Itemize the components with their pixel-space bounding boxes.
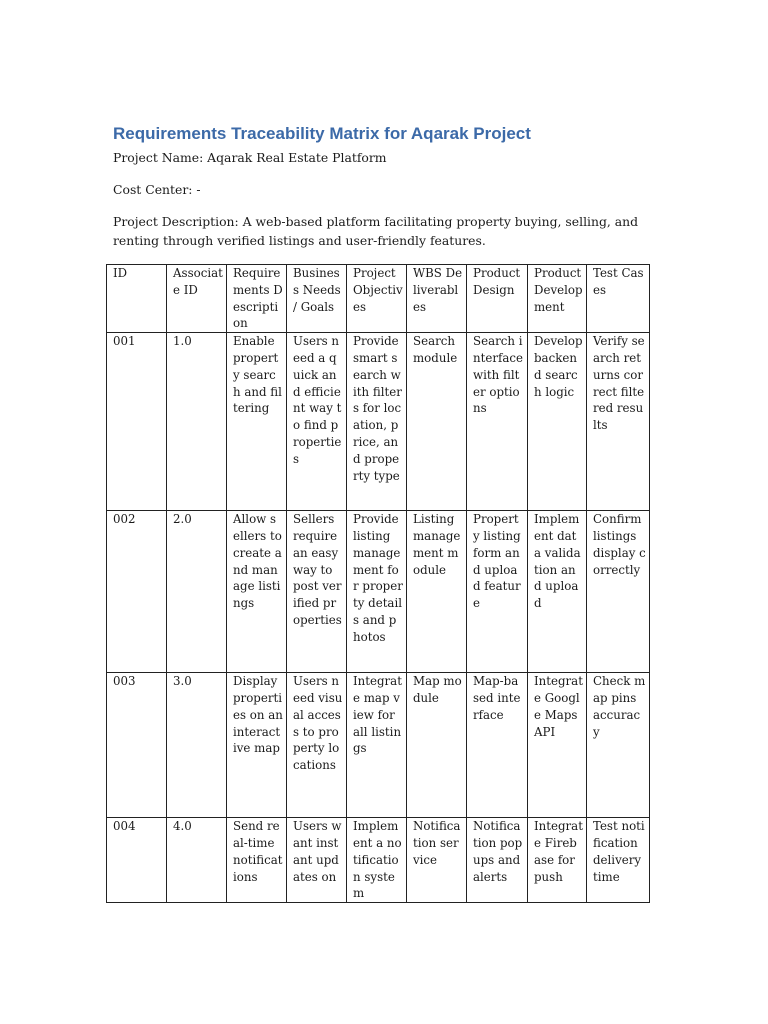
cell-wbs-deliverables: Listing management module <box>407 511 467 673</box>
cell-associate-id: 2.0 <box>167 511 227 673</box>
cell-product-development: Develop backend search logic <box>528 333 587 511</box>
header-product-development: Product Development <box>528 265 587 333</box>
header-business-needs: Business Needs / Goals <box>287 265 347 333</box>
table-row <box>107 818 650 903</box>
cell-wbs-deliverables: Map module <box>407 673 467 818</box>
cell-requirements-description: Allow sellers to create and manage listings <box>227 511 287 673</box>
cell-id: 003 <box>107 673 167 818</box>
cell-associate-id: 3.0 <box>167 673 227 818</box>
cell-product-development: Integrate Google Maps API <box>528 673 587 818</box>
header-test-cases: Test Cases <box>587 265 650 333</box>
cell-requirements-description: Enable property search and filtering <box>227 333 287 511</box>
header-associate-id: Associate ID <box>167 265 227 333</box>
cell-id: 004 <box>107 818 167 903</box>
header-wbs-deliverables: WBS Deliverables <box>407 265 467 333</box>
cell-product-design: Notification popups and alerts <box>467 818 528 903</box>
cell-associate-id: 4.0 <box>167 818 227 903</box>
cell-business-needs: Users need a quick and efficient way to find properties <box>287 333 347 511</box>
project-description: Project Description: A web-based platform facilitating property buying, selling, and renting through verified listings and user-friendly features. <box>113 214 639 248</box>
header-product-design: Product Design <box>467 265 528 333</box>
header-project-objectives: Project Objectives <box>347 265 407 333</box>
cell-requirements-description: Send real-time notifications <box>227 818 287 903</box>
project-name: Project Name: Aqarak Real Estate Platform <box>113 150 387 165</box>
cell-product-design: Map-based interface <box>467 673 528 818</box>
document-title: Requirements Traceability Matrix for Aqarak Project <box>113 124 531 143</box>
cell-project-objectives: Implement a notification system <box>347 818 407 903</box>
header-id: ID <box>107 265 167 333</box>
cell-business-needs: Users need visual access to property locations <box>287 673 347 818</box>
cell-product-development: Implement data validation and upload <box>528 511 587 673</box>
table-row <box>107 511 650 673</box>
cell-wbs-deliverables: Search module <box>407 333 467 511</box>
cell-associate-id: 1.0 <box>167 333 227 511</box>
header-requirements-description: Requirements Description <box>227 265 287 333</box>
cell-test-cases: Check map pins accuracy <box>587 673 650 818</box>
cell-product-design: Search interface with filter options <box>467 333 528 511</box>
table-row <box>107 333 650 511</box>
cell-id: 001 <box>107 333 167 511</box>
cell-id: 002 <box>107 511 167 673</box>
cell-requirements-description: Display properties on an interactive map <box>227 673 287 818</box>
cell-product-design: Property listing form and upload feature <box>467 511 528 673</box>
cost-center: Cost Center: - <box>113 182 201 197</box>
cell-project-objectives: Provide listing management for property details and photos <box>347 511 407 673</box>
table-header-row <box>107 265 650 333</box>
cell-product-development: Integrate Firebase for push <box>528 818 587 903</box>
cell-test-cases: Confirm listings display correctly <box>587 511 650 673</box>
cell-business-needs: Sellers require an easy way to post verified properties <box>287 511 347 673</box>
traceability-matrix-table <box>106 264 650 903</box>
cell-project-objectives: Provide smart search with filters for location, price, and property type <box>347 333 407 511</box>
cell-test-cases: Test notification delivery time <box>587 818 650 903</box>
table-row <box>107 673 650 818</box>
cell-business-needs: Users want instant updates on <box>287 818 347 903</box>
cell-project-objectives: Integrate map view for all listings <box>347 673 407 818</box>
cell-test-cases: Verify search returns correct filtered results <box>587 333 650 511</box>
cell-wbs-deliverables: Notification service <box>407 818 467 903</box>
